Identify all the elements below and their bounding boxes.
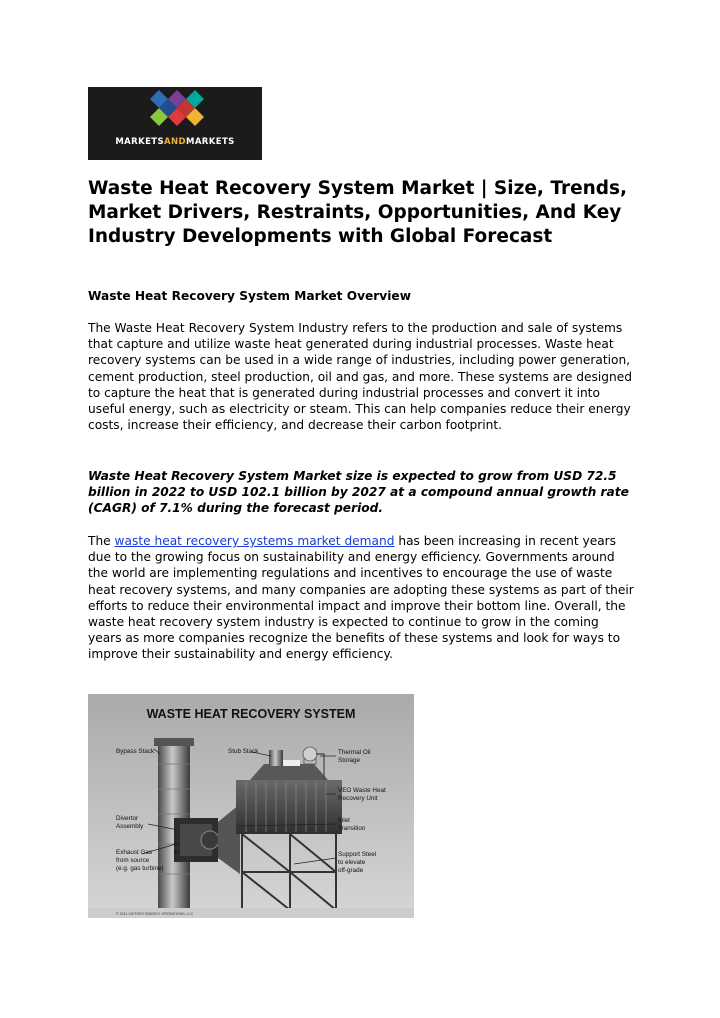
label-bypass-stack: Bypass Stack bbox=[116, 748, 155, 755]
market-size-paragraph: Waste Heat Recovery System Market size is expected to grow from USD 72.5 billion in 2022 to USD 102.1 billion by 2027 at a compound annual growth rate (CAGR) of 7.1% during the forecast period. bbox=[88, 469, 629, 516]
waste-heat-recovery-diagram bbox=[88, 694, 414, 918]
overview-heading: Waste Heat Recovery System Market Overview bbox=[88, 289, 411, 303]
label-exhaust-source: from source bbox=[116, 857, 150, 864]
diagram-title: WASTE HEAT RECOVERY SYSTEM bbox=[146, 707, 356, 721]
overview-paragraph: The Waste Heat Recovery System Industry refers to the production and sale of systems that capture and utilize waste heat generated during industrial processes. Waste heat recovery systems can be used in a wide range of industries, including power generation, cement production, steel production, oil and gas, and more. These systems are designed to capture the heat that is generated during industrial processes and convert it into useful energy, such as electricity or steam. This can help companies reduce their energy costs, increase their efficiency, and decrease their carbon footprint. bbox=[88, 321, 632, 433]
logo-diamonds-icon bbox=[88, 87, 262, 160]
label-exhaust-gas: Exhaust Gas bbox=[116, 849, 153, 856]
label-divertor: Divertor bbox=[116, 815, 139, 822]
page-title: Waste Heat Recovery System Market | Size, Trends, Market Drivers, Restraints, Opportunities, And Key Industry Developments with Global Forecast bbox=[88, 178, 628, 247]
label-thermal-oil-storage: Storage bbox=[338, 757, 361, 764]
label-stub-stack: Stub Stack bbox=[228, 748, 259, 755]
label-inlet-transition: Transition bbox=[338, 825, 366, 832]
label-veo-recovery-unit: Recovery Unit bbox=[338, 795, 378, 802]
label-support-elevate: to elevate bbox=[338, 859, 366, 866]
label-exhaust-example: (e.g. gas turbine) bbox=[116, 865, 164, 872]
market-demand-paragraph: The waste heat recovery systems market demand has been increasing in recent years due to the growing focus on sustainability and energy efficiency. Governments around the world are implementing regulations and incentives to encourage the use of waste heat recovery systems, and many companies are adopting these systems as part of their efforts to reduce their environmental impact and improve their bottom line. Overall, the waste heat recovery system industry is expected to continue to grow in the coming years as more companies recognize the benefits of these systems and look for ways to improve their sustainability and energy efficiency. bbox=[88, 534, 634, 662]
market-demand-link[interactable]: waste heat recovery systems market demand bbox=[114, 534, 395, 548]
label-support-off-grade: off-grade bbox=[338, 867, 364, 874]
label-thermal-oil: Thermal Oil bbox=[338, 749, 371, 756]
label-veo-unit: VEO Waste Heat bbox=[338, 787, 386, 794]
logo-text: MARKETSANDMARKETS bbox=[115, 137, 235, 147]
label-support-steel: Support Steel bbox=[338, 851, 377, 858]
diagram-copyright: © 2011 VICTORY ENERGY OPERATIONS, LLC bbox=[116, 912, 194, 916]
marketsandmarkets-logo bbox=[88, 87, 262, 160]
label-divertor-assembly: Assembly bbox=[116, 823, 144, 830]
label-inlet: Inlet bbox=[338, 817, 350, 824]
